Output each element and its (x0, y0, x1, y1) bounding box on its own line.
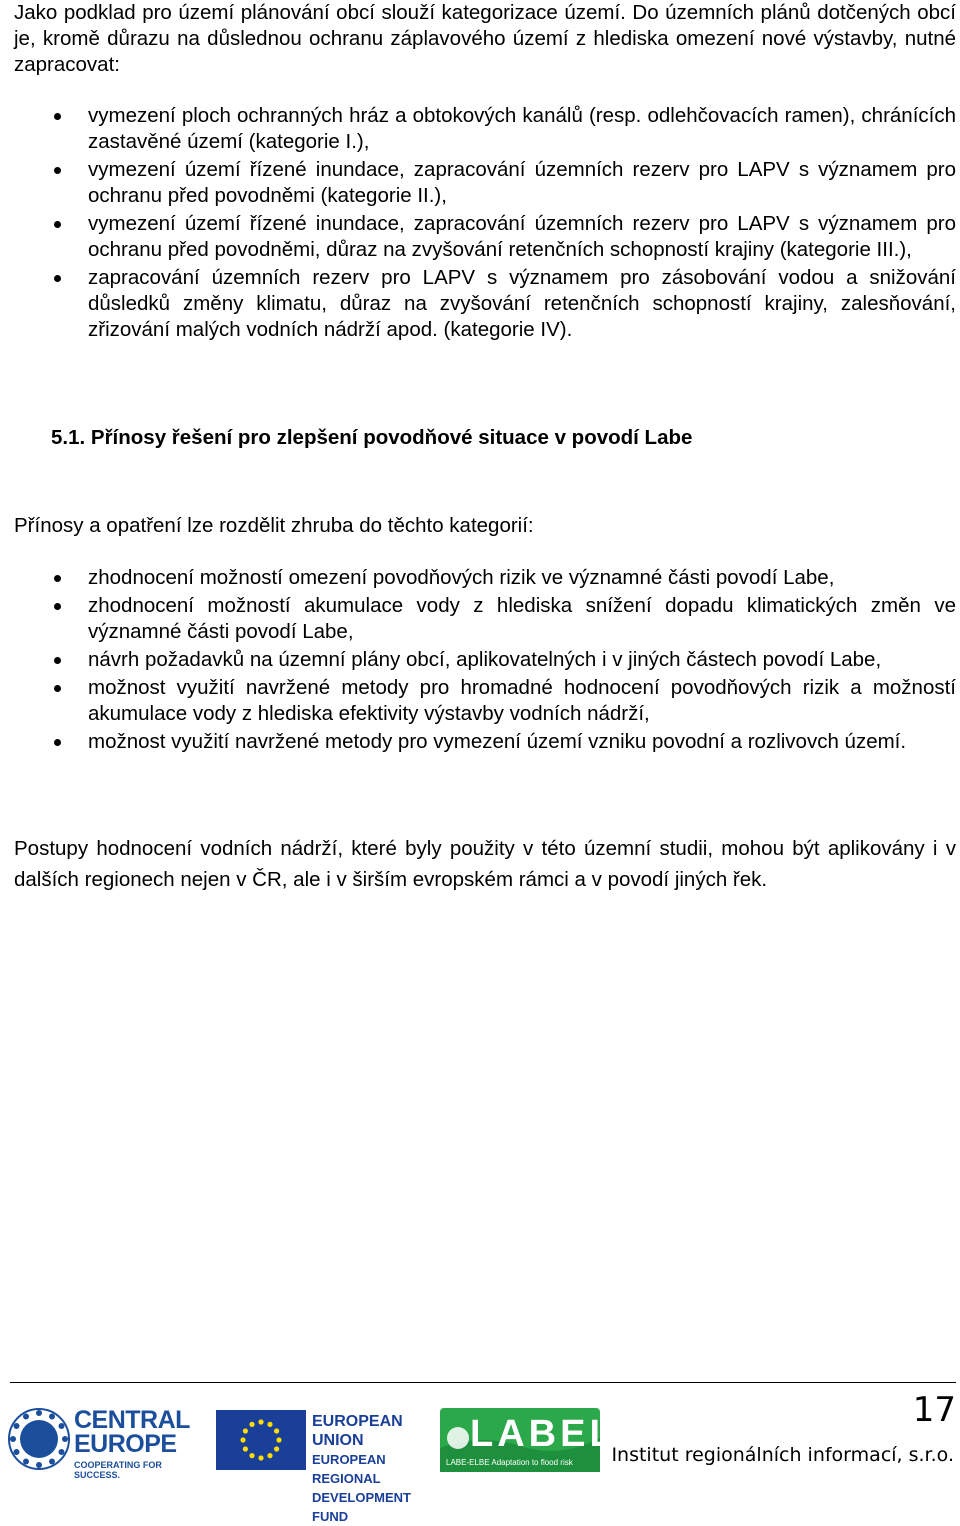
list-item: vymezení území řízené inundace, zapracování územních rezerv pro LAPV s významem pro ochranu před povodněmi (kategorie II.), (14, 157, 956, 209)
intro-paragraph: Jako podklad pro území plánování obcí slouží kategorizace území. Do územních plánů dotčených obcí je, kromě důrazu na důslednou ochranu záplavového území z hlediska omezení nové výstavby, nutné zapracovat: (14, 1, 956, 76)
benefits-intro-paragraph: Přínosy a opatření lze rozdělit zhruba do těchto kategorií: (14, 514, 534, 537)
eu-flag-icon (216, 1410, 306, 1470)
central-europe-logo (6, 1404, 202, 1480)
list-item: vymezení území řízené inundace, zapracování územních rezerv pro LAPV s významem pro ochranu před povodněmi, důraz na zvyšování retenčních schopností krajiny (kategorie III.), (14, 211, 956, 263)
footer-divider (10, 1382, 956, 1383)
list-item: zhodnocení možností omezení povodňových rizik ve významné části povodí Labe, (14, 565, 956, 591)
closing-paragraph: Postupy hodnocení vodních nádrží, které byly použity v této územní studii, mohou být aplikovány i v dalších regionech nejen v ČR, ale i v širším evropském rámci a v povodí jiných řek. (14, 837, 956, 891)
list-item: zapracování územních rezerv pro LAPV s významem pro zásobování vodou a snižování důsledků změny klimatu, důraz na zvyšování retenčních schopností krajiny, zalesňování, zřizování malých vodních nádrží apod. (kategorie IV). (14, 265, 956, 343)
label-name: LABEL (470, 1413, 617, 1455)
page-number: 17 (912, 1390, 956, 1430)
list-item: vymezení ploch ochranných hráz a obtokových kanálů (resp. odlehčovacích ramen), chránících zastavěné území (kategorie I.), (14, 103, 956, 155)
eu-line3: DEVELOPMENT FUND (312, 1490, 411, 1524)
list-item: možnost využití navržené metody pro vymezení území vzniku povodní a rozlivovch území. (14, 729, 956, 755)
list-item: návrh požadavků na územní plány obcí, aplikovatelných i v jiných částech povodí Labe, (14, 647, 956, 673)
central-europe-line1: CENTRAL (74, 1406, 190, 1434)
section-heading (14, 425, 956, 451)
star-circle-icon (6, 1406, 72, 1472)
label-tagline: LABE-ELBE Adaptation to flood risk (446, 1458, 573, 1467)
eu-line2: EUROPEAN REGIONAL (312, 1452, 386, 1486)
eu-erdf-logo (216, 1410, 432, 1524)
central-europe-tagline: COOPERATING FOR SUCCESS. (74, 1460, 162, 1480)
benefits-list (14, 565, 956, 755)
section-number: 5.1. (51, 426, 86, 449)
zoning-requirements-list (14, 103, 956, 343)
institute-name: Institut regionálních informací, s.r.o. (611, 1444, 954, 1466)
list-item: zhodnocení možností akumulace vody z hlediska snížení dopadu klimatických změn ve významné části povodí Labe, (14, 593, 956, 645)
eu-line1: EUROPEAN UNION (312, 1413, 403, 1449)
document-page (14, 0, 956, 895)
list-item: možnost využití navržené metody pro hromadné hodnocení povodňových rizik a možností akumulace vody z hlediska efektivity výstavby vodních nádrží, (14, 675, 956, 727)
label-project-logo (440, 1408, 617, 1472)
central-europe-line2: EUROPE (74, 1430, 177, 1458)
section-title: Přínosy řešení pro zlepšení povodňové situace v povodí Labe (90, 426, 693, 449)
